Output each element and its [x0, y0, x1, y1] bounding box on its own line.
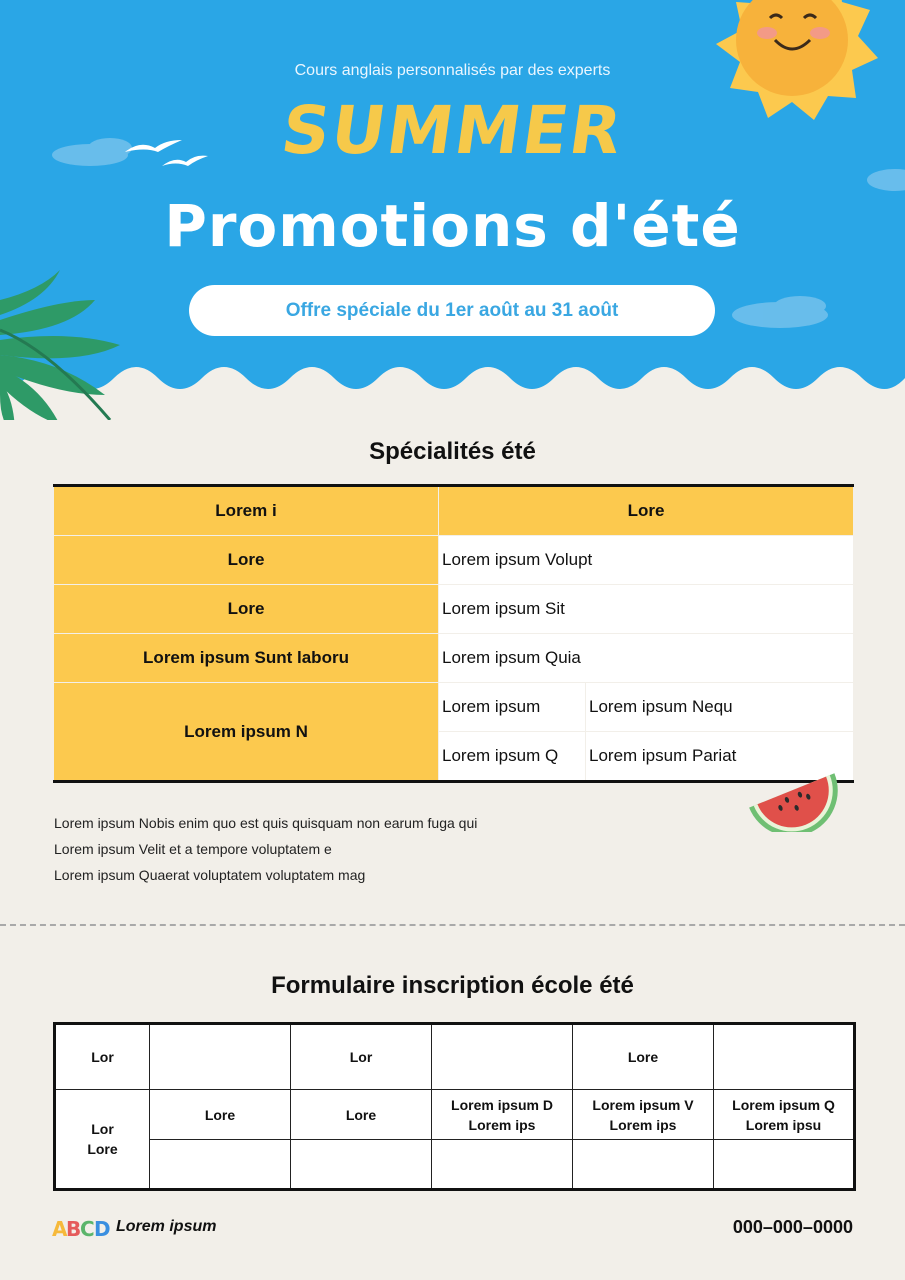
form-col-header: Lore — [150, 1090, 291, 1140]
form-row-label — [55, 1090, 150, 1190]
form-input-cell[interactable] — [714, 1140, 855, 1190]
note-line: Lorem ipsum Velit et a tempore voluptatem e — [54, 841, 332, 857]
brand-name: Lorem ipsum — [116, 1218, 217, 1235]
row-label: Lore — [54, 585, 439, 634]
form-input-cell[interactable] — [432, 1140, 573, 1190]
form-col-header-line: Lorem ipsu — [745, 1116, 822, 1133]
form-col-header — [573, 1090, 714, 1140]
table-header-cell: Lore — [439, 486, 854, 536]
row-label: Lorem ipsum N — [54, 683, 439, 782]
hero-banner — [0, 0, 905, 420]
form-row-label-line: Lore — [87, 1141, 118, 1157]
sub-cell: Lorem ipsum Q — [439, 732, 586, 782]
form-col-header-line: Lorem ipsum D — [451, 1096, 553, 1113]
form-input-cell[interactable] — [291, 1140, 432, 1190]
table-row — [54, 634, 854, 683]
logo-letter: A — [52, 1217, 68, 1241]
phone-number: 000–000–0000 — [732, 1217, 853, 1237]
table-header-cell: Lorem i — [54, 486, 439, 536]
watermelon-icon — [742, 760, 846, 832]
form-row-label-line: Lor — [91, 1121, 114, 1137]
row-value: Lorem ipsum Sit — [439, 585, 854, 634]
note-line: Lorem ipsum Quaerat voluptatem voluptatem mag — [54, 867, 366, 883]
notes-list — [54, 810, 477, 888]
specialties-title: Spécialités été — [369, 438, 536, 465]
sub-cell: Lorem ipsum — [439, 683, 586, 732]
form-col-header — [714, 1090, 855, 1140]
offer-badge: Offre spéciale du 1er août au 31 août — [189, 285, 715, 336]
form-col-header-line: Lorem ipsum V — [592, 1096, 694, 1113]
row-value: Lorem ipsum Volupt — [439, 536, 854, 585]
form-label-cell: Lor — [55, 1024, 150, 1090]
sub-cell: Lorem ipsum Pariat — [586, 732, 854, 782]
logo-letter: D — [94, 1217, 111, 1241]
form-input-cell[interactable] — [432, 1024, 573, 1090]
row-label: Lorem ipsum Sunt laboru — [54, 634, 439, 683]
tagline: Cours anglais personnalisés par des experts — [294, 62, 611, 79]
form-input-cell[interactable] — [714, 1024, 855, 1090]
divider — [0, 924, 905, 926]
form-input-cell[interactable] — [150, 1140, 291, 1190]
form-col-header-line: Lorem ips — [609, 1116, 677, 1133]
row-value: Lorem ipsum Quia — [439, 634, 854, 683]
logo-letter: C — [80, 1217, 95, 1241]
form-row — [55, 1024, 855, 1090]
form-label-cell: Lore — [573, 1024, 714, 1090]
form-col-header-line: Lorem ipsum Q — [732, 1096, 835, 1113]
form-label-cell: Lor — [291, 1024, 432, 1090]
sub-cell: Lorem ipsum Nequ — [586, 683, 854, 732]
table-row — [54, 536, 854, 585]
note-line: Lorem ipsum Nobis enim quo est quis quisquam non earum fuga qui — [54, 815, 478, 831]
table-header-row — [54, 486, 854, 536]
form-col-header-line: Lorem ips — [468, 1116, 536, 1133]
form-input-cell[interactable] — [150, 1024, 291, 1090]
page-title: Promotions d'été — [164, 192, 741, 260]
form-col-header: Lore — [291, 1090, 432, 1140]
abcd-logo — [52, 1214, 112, 1244]
table-row — [54, 585, 854, 634]
summer-word: SUMMER — [276, 92, 629, 169]
logo-letter: B — [66, 1217, 82, 1241]
row-label: Lore — [54, 536, 439, 585]
form-row — [55, 1140, 855, 1190]
specialties-table — [53, 484, 853, 783]
registration-form-table — [53, 1022, 853, 1191]
form-row — [55, 1090, 855, 1140]
table-row — [54, 683, 854, 732]
form-col-header — [432, 1090, 573, 1140]
form-input-cell[interactable] — [573, 1140, 714, 1190]
form-title: Formulaire inscription école été — [271, 972, 634, 999]
